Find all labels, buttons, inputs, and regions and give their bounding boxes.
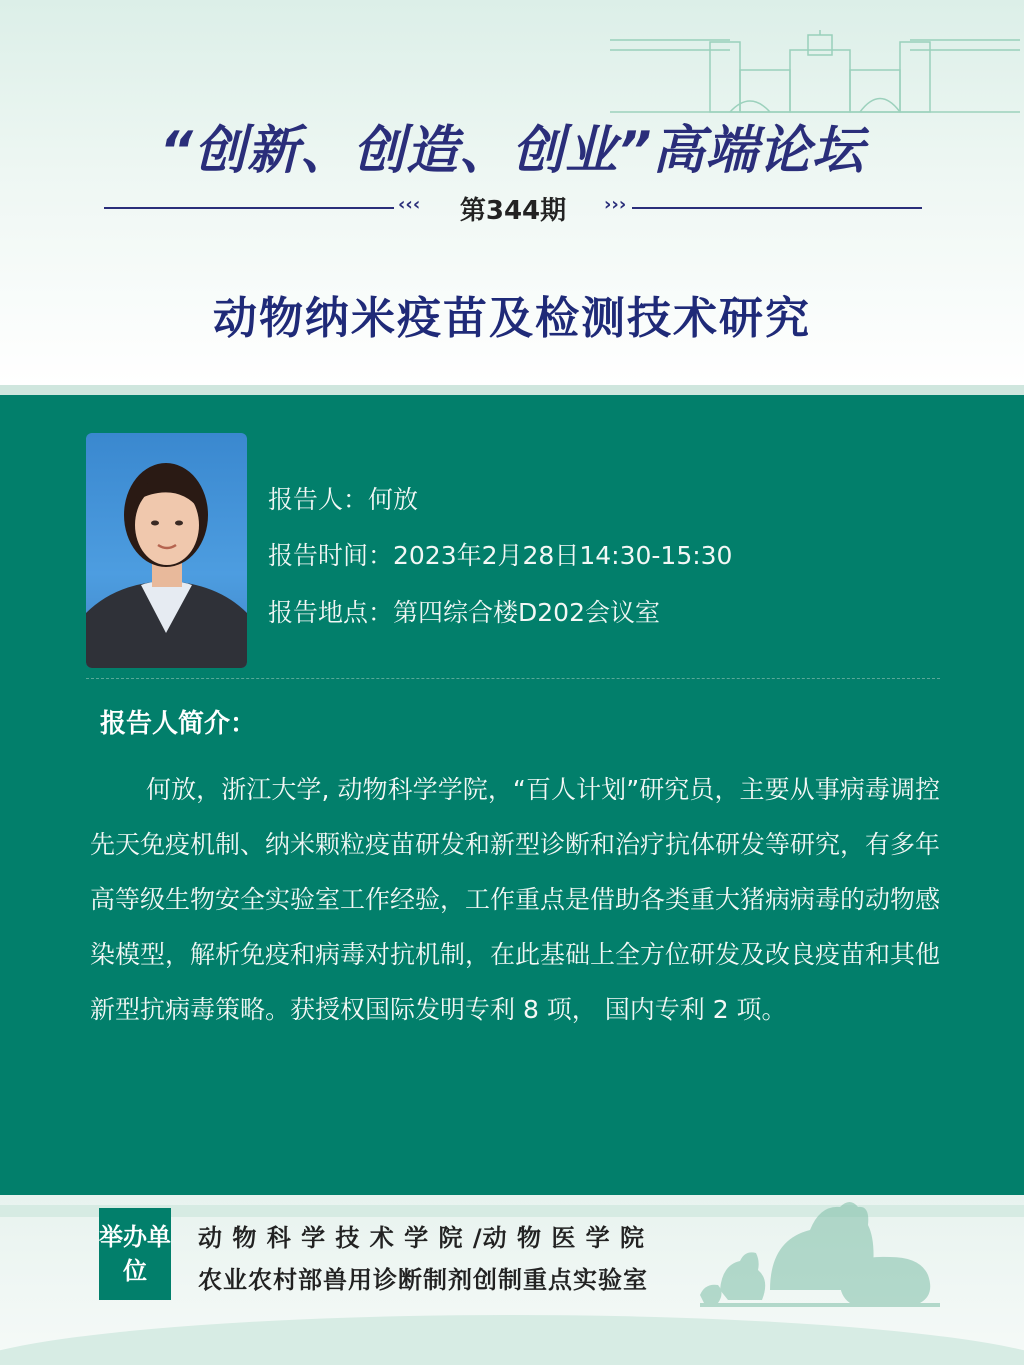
footer-hill — [0, 1315, 1024, 1365]
talk-title: 动物纳米疫苗及检测技术研究 — [213, 293, 811, 344]
bio-text: 何放，浙江大学, 动物科学学院，“百人计划”研究员，主要从事病毒调控先天免疫机制、纳米颗粒疫苗研发和新型诊断和治疗抗体研发等研究，有多年高等级生物安全实验室工作经验，工作重点是借助各类重大猪病病毒的动物感染模型，解析免疫和病毒对抗机制，在此基础上全方位研发及改良疫苗和其他新型抗病毒策略。获授权国际发明专利 8 项， 国内专利 2 项。 — [90, 775, 941, 1024]
talk-time: 报告时间：2023年2月28日14:30-15:30 — [268, 541, 733, 570]
issue-divider-right — [632, 207, 922, 209]
header-banner — [0, 0, 1024, 385]
talk-location: 报告地点：第四综合楼D202会议室 — [268, 598, 660, 627]
livestock-silhouette-icon — [700, 1195, 940, 1315]
speaker-photo — [86, 433, 247, 668]
organizer-label: 举办单位 — [99, 1208, 171, 1300]
speaker-name: 报告人：何放 — [268, 485, 419, 514]
forum-title: “创新、创造、创业”高端论坛 — [159, 121, 865, 181]
organizer-2: 农业农村部兽用诊断制剂创制重点实验室 — [198, 1266, 648, 1294]
section-divider — [86, 678, 940, 679]
issue-number: 第344期 — [459, 196, 567, 226]
chevron-right-icon: ››› — [604, 194, 627, 215]
bio-heading: 报告人简介： — [100, 709, 257, 739]
issue-row — [104, 190, 922, 226]
organizer-1: 动 物 科 学 技 术 学 院 /动 物 医 学 院 — [198, 1224, 646, 1252]
chevron-left-icon: ‹‹‹ — [398, 194, 421, 215]
speaker-portrait-icon — [86, 433, 247, 668]
header-divider-band — [0, 385, 1024, 395]
